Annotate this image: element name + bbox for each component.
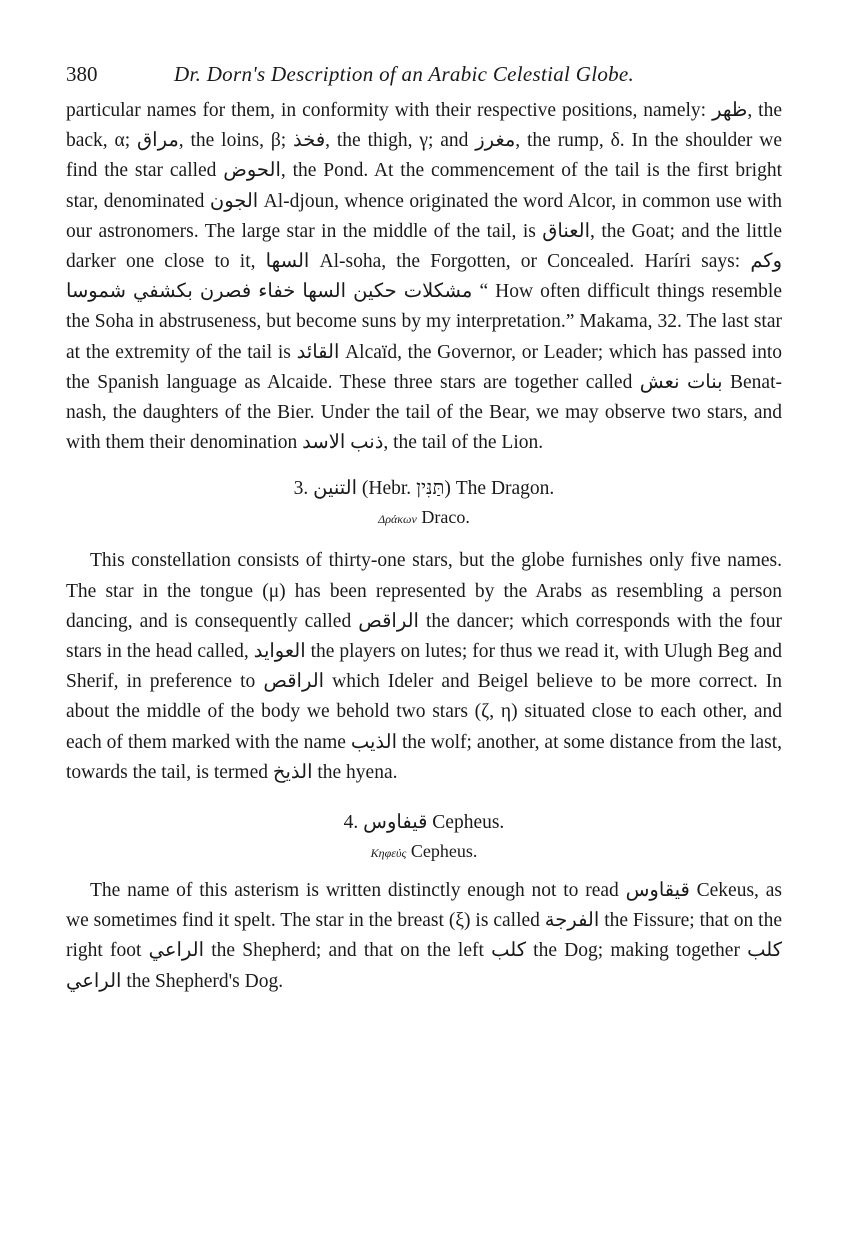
greek-name-dragon: Δράκων (378, 512, 417, 527)
dragon-paragraph-text: This constellation consists of thirty-one stars, but the globe furnishes only five names. The star in the tongue (μ) has been represented by the Arabs as resembling a person dancing, and is consequently called الراقص the dancer; which corresponds with the four stars in the head called, العوايد the players on lutes; for thus we read it, with Ulugh Beg and Sherif, in preference to الراقص which Ideler and Beigel believe to be more correct. In about the middle of the body we behold two stars (ζ, η) situated close to each other, and each of them marked with the name الذيب the wolf; another, at some distance from the last, towards the tail, is termed الذيخ the hyena. (66, 550, 783, 783)
section-subheading-cepheus (66, 838, 782, 866)
page-number: 380 (66, 62, 98, 86)
running-head (66, 62, 782, 96)
dragon-paragraph (66, 546, 782, 788)
running-title: Dr. Dorn's Description of an Arabic Celestial Globe. (174, 62, 635, 86)
section-heading-dragon: 3. التنين (Hebr. תַּנִּין) The Dragon. (293, 478, 555, 500)
cepheus-paragraph (66, 876, 782, 997)
section-subheading-dragon (66, 504, 782, 532)
latin-name-dragon: Draco. (421, 507, 470, 528)
latin-name-cepheus: Cepheus. (410, 841, 478, 862)
section-heading-cepheus: 4. قيفاوس Cepheus. (343, 812, 505, 834)
book-page (66, 62, 782, 997)
intro-paragraph: particular names for them, in conformity with their respective positions, namely: ظهر, the back, α; مراق, the loins, β; فخذ, the thigh, γ; and مغرز, the rump, δ. In the shoulder we find the star called الحوض, the Pond. At the commencement of the tail is the first bright star, denominated الجون Al-djoun, whence originated the word Alcor, in common use with our astronomers. The large star in the middle of the tail, is العناق, the Goat; and the little darker one close to it, السها Al-soha, the Forgotten, or Concealed. Haríri says: وكم مشكلات حكين السها خفاء فصرن بكشفي شموسا “ How often difficult things resemble the Soha in abstruseness, but become suns by my interpretation.” Makama, 32. The last star at the extremity of the tail is القائد Alcaïd, the Governor, or Leader; which has passed into the Spanish language as Alcaide. These three stars are together called بنات نعش Benat-nash, the daughters of the Bier. Under the tail of the Bear, we may observe two stars, and with them their denomination ذنب الاسد, the tail of the Lion. (66, 100, 783, 454)
greek-name-cepheus: Κηφεύς (370, 846, 407, 861)
cepheus-paragraph-text: The name of this asterism is written distinctly enough not to read قيقاوس Cekeus, as we sometimes find it spelt. The star in the breast (ξ) is called الفرجة the Fissure; that on the right foot الراعي the Shepherd; and that on the left كلب the Dog; making together كلب الراعي the Shepherd's Dog. (66, 880, 783, 992)
